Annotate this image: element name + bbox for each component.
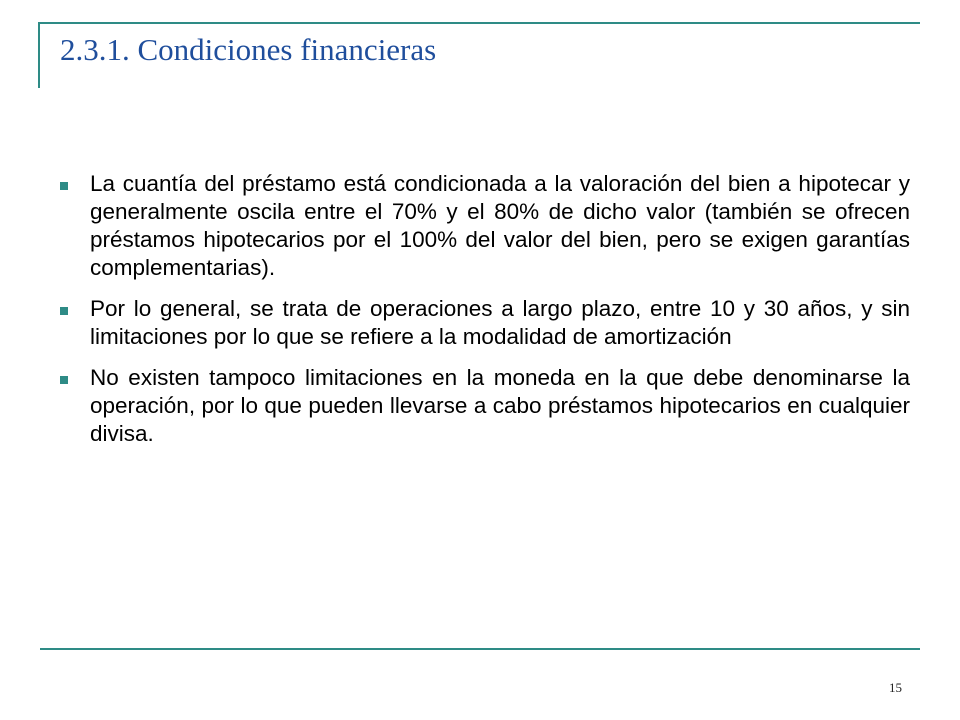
bottom-rule (40, 648, 920, 650)
square-bullet-icon (60, 182, 68, 190)
slide-content (50, 170, 910, 461)
slide-title: 2.3.1. Condiciones financieras (60, 32, 437, 67)
bullet-text: No existen tampoco limitaciones en la moneda en la que debe denominarse la operación, por lo que pueden llevarse a cabo préstamos hipotecarios en cualquier divisa. (90, 365, 910, 446)
bullet-text: Por lo general, se trata de operaciones a largo plazo, entre 10 y 30 años, y sin limitaciones por lo que se refiere a la modalidad de amortización (90, 296, 910, 349)
square-bullet-icon (60, 307, 68, 315)
bullet-list (50, 170, 910, 448)
left-rule (38, 22, 40, 88)
bullet-item (50, 295, 910, 351)
top-rule (40, 22, 920, 24)
square-bullet-icon (60, 376, 68, 384)
page-number: 15 (889, 680, 902, 695)
bullet-text: La cuantía del préstamo está condicionada a la valoración del bien a hipotecar y generalmente oscila entre el 70% y el 80% de dicho valor (también se ofrecen préstamos hipotecarios por el 100% del valor del bien, pero se exigen garantías complementarias). (90, 171, 910, 280)
bullet-item (50, 364, 910, 448)
bullet-item (50, 170, 910, 282)
